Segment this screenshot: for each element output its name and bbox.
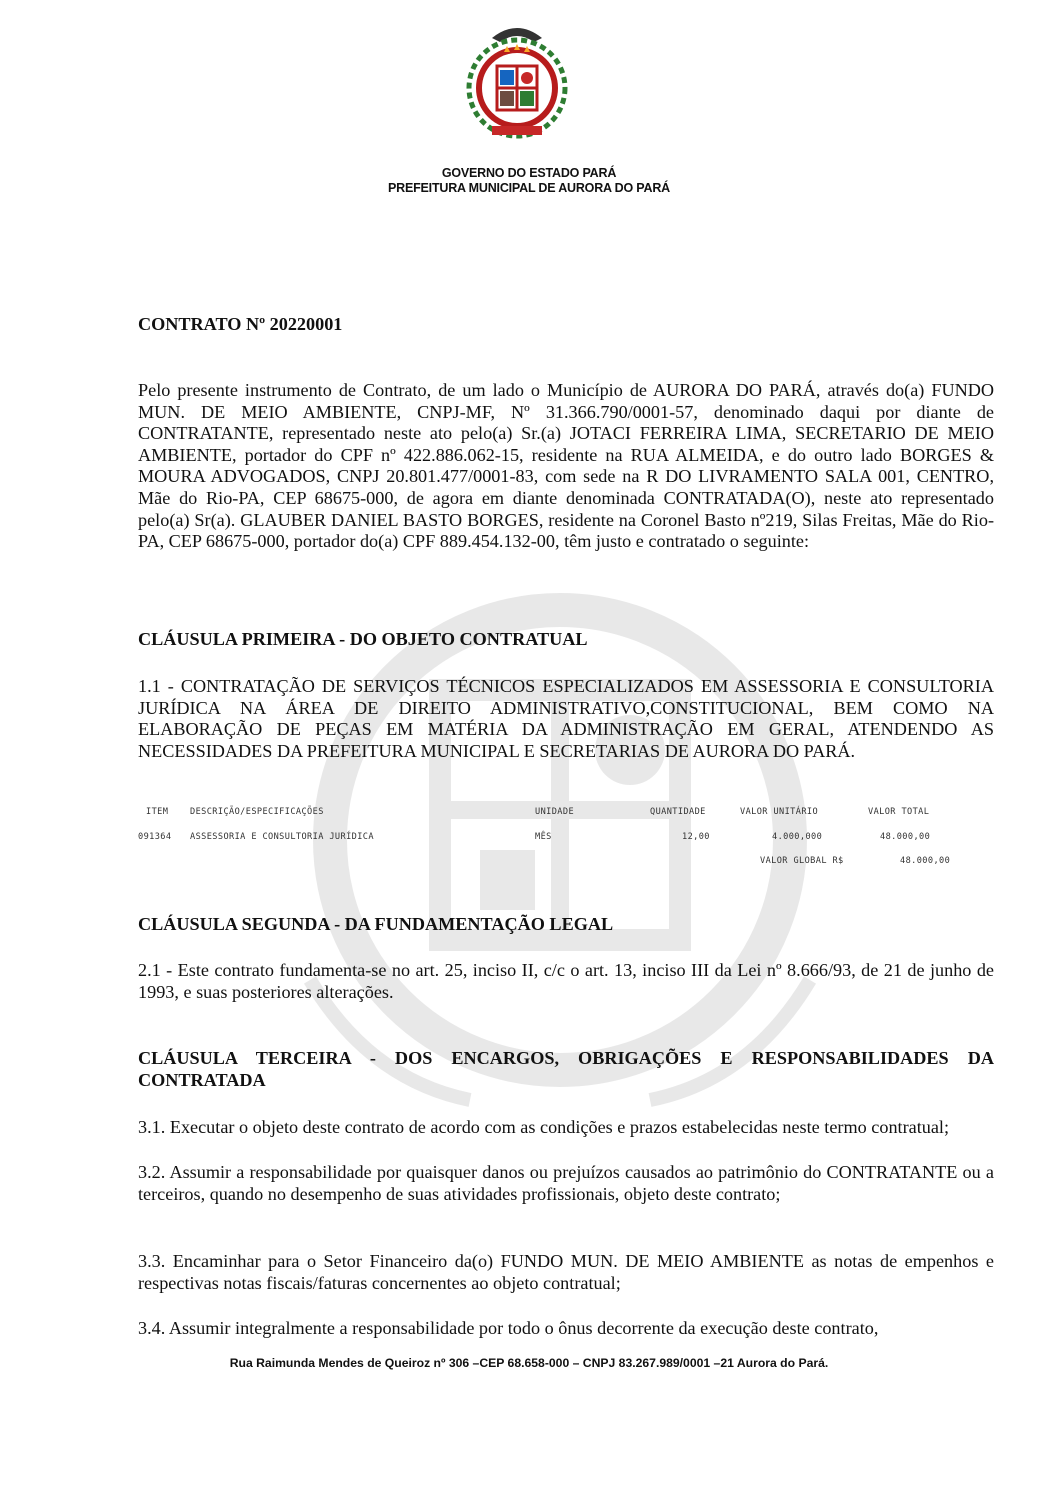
- clause-3-item-4: 3.4. Assumir integralmente a responsabilidade por todo o ônus decorrente da execução deste contrato,: [138, 1318, 879, 1338]
- clause-3-heading: CLÁUSULA TERCEIRA - DOS ENCARGOS, OBRIGAÇÕES E RESPONSABILIDADES DA CONTRATADA: [138, 1048, 994, 1090]
- table-header-quantity: QUANTIDADE: [650, 807, 706, 817]
- table-row-unit-value: 4.000,000: [772, 832, 823, 842]
- table-header-total-value: VALOR TOTAL: [868, 807, 930, 817]
- clause-2-text: 2.1 - Este contrato fundamenta-se no art. 25, inciso II, c/c o art. 13, inciso III da Lei nº 8.666/93, de 21 de junho de 1993, e suas posteriores alterações.: [138, 960, 994, 1002]
- clause-2-heading: CLÁUSULA SEGUNDA - DA FUNDAMENTAÇÃO LEGAL: [138, 914, 614, 934]
- government-header: GOVERNO DO ESTADO PARÁ: [441, 166, 617, 180]
- clause-1-heading: CLÁUSULA PRIMEIRA - DO OBJETO CONTRATUAL: [138, 629, 588, 649]
- page-footer-address: Rua Raimunda Mendes de Queiroz nº 306 –CEP 68.658-000 – CNPJ 83.267.989/0001 –21 Aurora do Pará.: [229, 1356, 829, 1370]
- table-header-unit-value: VALOR UNITÁRIO: [740, 807, 819, 817]
- clause-3-item-3: 3.3. Encaminhar para o Setor Financeiro da(o) FUNDO MUN. DE MEIO AMBIENTE as notas de empenhos e respectivas notas fiscais/faturas concernentes ao objeto contratual;: [138, 1251, 994, 1293]
- global-value-amount: 48.000,00: [900, 856, 951, 866]
- clause-1-text: 1.1 - CONTRATAÇÃO DE SERVIÇOS TÉCNICOS ESPECIALIZADOS EM ASSESSORIA E CONSULTORIA JURÍDICA NA ÁREA DE DIREITO ADMINISTRATIVO,CONSTITUCIONAL, BEM COMO NA ELABORAÇÃO DE PEÇAS EM MATÉRIA DA ADMINISTRAÇÃO EM GERAL, ATENDENDO AS NECESSIDADES DA PREFEITURA MUNICIPAL E SECRETARIAS DE AURORA DO PARÁ.: [138, 676, 994, 761]
- table-row-description: ASSESSORIA E CONSULTORIA JURÍDICA: [190, 832, 374, 842]
- global-value-label: VALOR GLOBAL R$: [760, 856, 844, 866]
- table-row-total-value: 48.000,00: [880, 832, 931, 842]
- table-header-description: DESCRIÇÃO/ESPECIFICAÇÕES: [190, 807, 324, 817]
- contract-title: CONTRATO Nº 20220001: [138, 314, 343, 334]
- table-row-item: 091364: [138, 832, 172, 842]
- table-header-unit: UNIDADE: [535, 807, 575, 817]
- table-header-item: ITEM: [146, 807, 169, 817]
- clause-3-item-2: 3.2. Assumir a responsabilidade por quaisquer danos ou prejuízos causados ao patrimônio do CONTRATANTE ou a terceiros, quando no desempenho de suas atividades profissionais, objeto deste contrato;: [138, 1162, 994, 1204]
- contract-intro: Pelo presente instrumento de Contrato, de um lado o Município de AURORA DO PARÁ, através do(a) FUNDO MUN. DE MEIO AMBIENTE, CNPJ-MF, Nº 31.366.790/0001-57, denominado daqui por diante de CONTRATANTE, representado neste ato pelo(a) Sr.(a) JOTACI FERREIRA LIMA, SECRETARIO DE MEIO AMBIENTE, portador do CPF nº 422.886.062-15, residente na RUA ALMEIDA, e do outro lado BORGES & MOURA ADVOGADOS, CNPJ 20.801.477/0001-83, com sede na R DO LIVRAMENTO SALA 001, CENTRO, Mãe do Rio-PA, CEP 68675-000, de agora em diante denominada CONTRATADA(O), neste ato representado pelo(a) Sr(a). GLAUBER DANIEL BASTO BORGES, residente na Coronel Basto nº219, Silas Freitas, Mãe do Rio-PA, CEP 68675-000, portador do(a) CPF 889.454.132-00, têm justo e contratado o seguinte:: [138, 380, 994, 552]
- prefecture-header: PREFEITURA MUNICIPAL DE AURORA DO PARÁ: [388, 181, 670, 195]
- clause-3-item-1: 3.1. Executar o objeto deste contrato de acordo com as condições e prazos estabelecidas neste termo contratual;: [138, 1117, 950, 1137]
- table-row-unit: MÊS: [535, 832, 552, 842]
- municipal-coat-of-arms: [452, 18, 582, 148]
- table-row-quantity: 12,00: [682, 832, 710, 842]
